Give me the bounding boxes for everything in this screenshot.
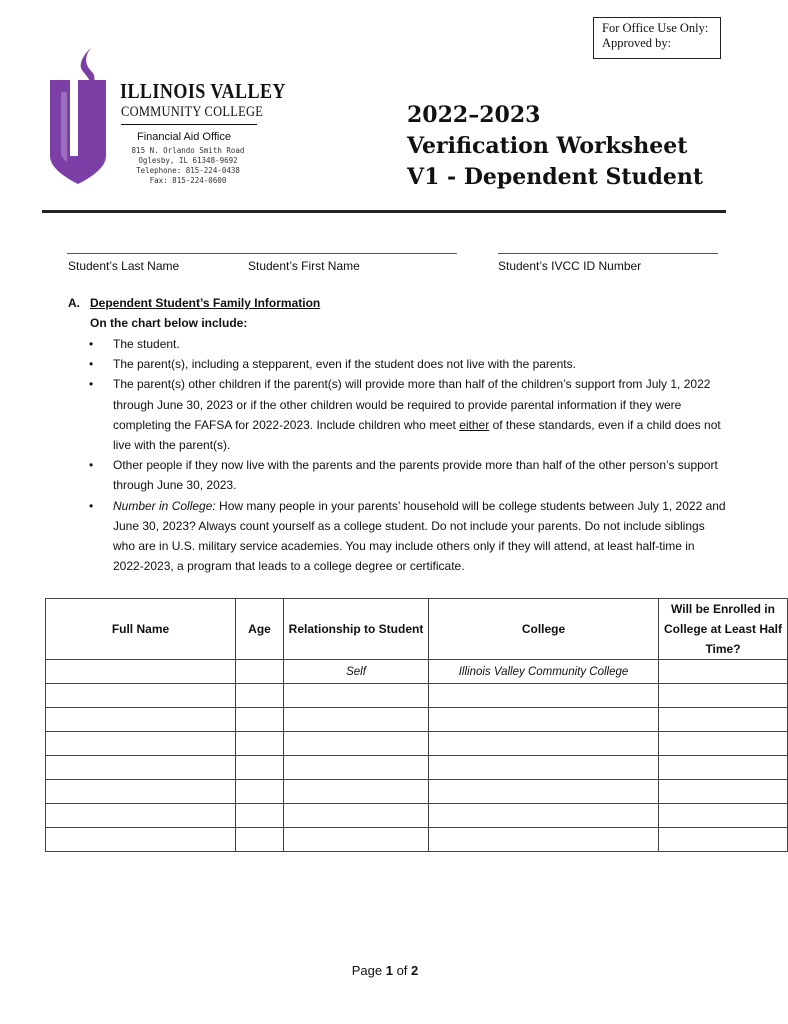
col-age: Age (236, 599, 284, 660)
section-letter: A. (68, 296, 80, 310)
last-name-label: Student’s Last Name (68, 259, 180, 273)
college-cell[interactable] (429, 756, 659, 780)
section-title: Dependent Student’s Family Information (90, 296, 321, 310)
family-information-table (45, 598, 788, 852)
list-item: • The student. (68, 334, 728, 354)
document-title (407, 100, 703, 193)
name-cell[interactable] (46, 708, 236, 732)
name-cell[interactable] (46, 684, 236, 708)
college-name-rule (121, 124, 257, 125)
number-in-college-term: Number in College: (113, 498, 216, 513)
college-cell[interactable] (429, 708, 659, 732)
list-item: • Number in College: How many people in your parents’ household will be college students between July 1, 2022 and June 30, 2023? Always count yourself as a college student. Do not include your parents. Do not include siblings who are in U.S. military service academies. You may include others only if they will attend, at least half-time in 2022-2023, a program that leads to a college degree or certificate. (68, 496, 728, 577)
half-time-cell[interactable] (659, 708, 788, 732)
name-cell[interactable] (46, 732, 236, 756)
section-a-heading (68, 296, 728, 310)
half-time-cell[interactable] (659, 660, 788, 684)
name-cell[interactable] (46, 756, 236, 780)
telephone-line: Telephone: 815-224-0438 (136, 166, 240, 175)
half-time-cell[interactable] (659, 828, 788, 852)
age-cell[interactable] (236, 804, 284, 828)
section-a (68, 296, 728, 576)
college-cell: Illinois Valley Community College (429, 660, 659, 684)
total-pages: 2 (411, 963, 419, 978)
half-time-cell[interactable] (659, 756, 788, 780)
address-line-1: 815 N. Orlando Smith Road (131, 146, 245, 155)
first-name-label: Student’s First Name (248, 259, 360, 273)
relationship-cell: Self (284, 660, 429, 684)
relationship-cell[interactable] (284, 684, 429, 708)
title-years: 2022–2023 (407, 102, 541, 128)
name-cell[interactable] (46, 804, 236, 828)
title-version: V1 - Dependent Student (407, 164, 704, 190)
relationship-cell[interactable] (284, 780, 429, 804)
relationship-cell[interactable] (284, 708, 429, 732)
half-time-cell[interactable] (659, 780, 788, 804)
college-cell[interactable] (429, 804, 659, 828)
name-cell[interactable] (46, 660, 236, 684)
id-number-label: Student’s IVCC ID Number (498, 259, 642, 273)
relationship-cell[interactable] (284, 732, 429, 756)
relationship-cell[interactable] (284, 828, 429, 852)
table-row (46, 732, 788, 756)
relationship-cell[interactable] (284, 804, 429, 828)
current-page: 1 (385, 963, 393, 978)
col-full-name: Full Name (46, 599, 236, 660)
college-cell[interactable] (429, 732, 659, 756)
approved-by-label: Approved by: (602, 36, 672, 50)
name-cell[interactable] (46, 780, 236, 804)
name-cell[interactable] (46, 828, 236, 852)
age-cell[interactable] (236, 660, 284, 684)
office-use-box (593, 17, 721, 59)
table-header-row (46, 599, 788, 660)
chart-instructions-heading: On the chart below include: (90, 316, 248, 330)
col-half-time: Will be Enrolled in College at Least Half Time? (659, 599, 788, 660)
college-name-line2: COMMUNITY COLLEGE (121, 104, 264, 120)
address-line-2: Oglesby, IL 61348-9692 (138, 156, 238, 165)
instruction-list (68, 334, 728, 576)
half-time-cell[interactable] (659, 732, 788, 756)
col-relationship: Relationship to Student (284, 599, 429, 660)
table-row (46, 756, 788, 780)
table-row (46, 780, 788, 804)
table-row (46, 684, 788, 708)
college-cell[interactable] (429, 828, 659, 852)
office-use-label: For Office Use Only: (602, 21, 709, 35)
header-divider (42, 210, 726, 213)
title-worksheet: Verification Worksheet (407, 133, 688, 159)
financial-aid-office-label: Financial Aid Office (137, 131, 231, 143)
age-cell[interactable] (236, 780, 284, 804)
college-cell[interactable] (429, 684, 659, 708)
half-time-cell[interactable] (659, 804, 788, 828)
list-item: • The parent(s), including a stepparent, even if the student does not live with the parents. (68, 354, 728, 374)
name-blank-line[interactable] (67, 253, 457, 254)
age-cell[interactable] (236, 828, 284, 852)
page-number: Page 1 of 2 (351, 963, 419, 978)
half-time-cell[interactable] (659, 684, 788, 708)
fax-line: Fax: 815-224-0600 (149, 176, 227, 185)
table-row (46, 828, 788, 852)
col-college: College (429, 599, 659, 660)
table-row (46, 804, 788, 828)
age-cell[interactable] (236, 708, 284, 732)
relationship-cell[interactable] (284, 756, 429, 780)
id-blank-line[interactable] (498, 253, 718, 254)
college-logo-icon (48, 44, 108, 186)
college-name-line1: ILLINOIS VALLEY (120, 79, 286, 103)
list-item: • Other people if they now live with the parents and the parents provide more than half of the other person’s support through June 30, 2023. (68, 455, 728, 495)
age-cell[interactable] (236, 732, 284, 756)
table-row (46, 708, 788, 732)
age-cell[interactable] (236, 684, 284, 708)
list-item: • The parent(s) other children if the parent(s) will provide more than half of the children’s support from July 1, 2022 through June 30, 2023 or if the other children would be required to provide parental information if they were completing the FAFSA for 2022-2023. Include children who meet either of these standards, even if a child does not live with the parent(s). (68, 374, 728, 455)
either-emphasis: either (459, 417, 490, 432)
college-cell[interactable] (429, 780, 659, 804)
age-cell[interactable] (236, 756, 284, 780)
table-row (46, 660, 788, 684)
